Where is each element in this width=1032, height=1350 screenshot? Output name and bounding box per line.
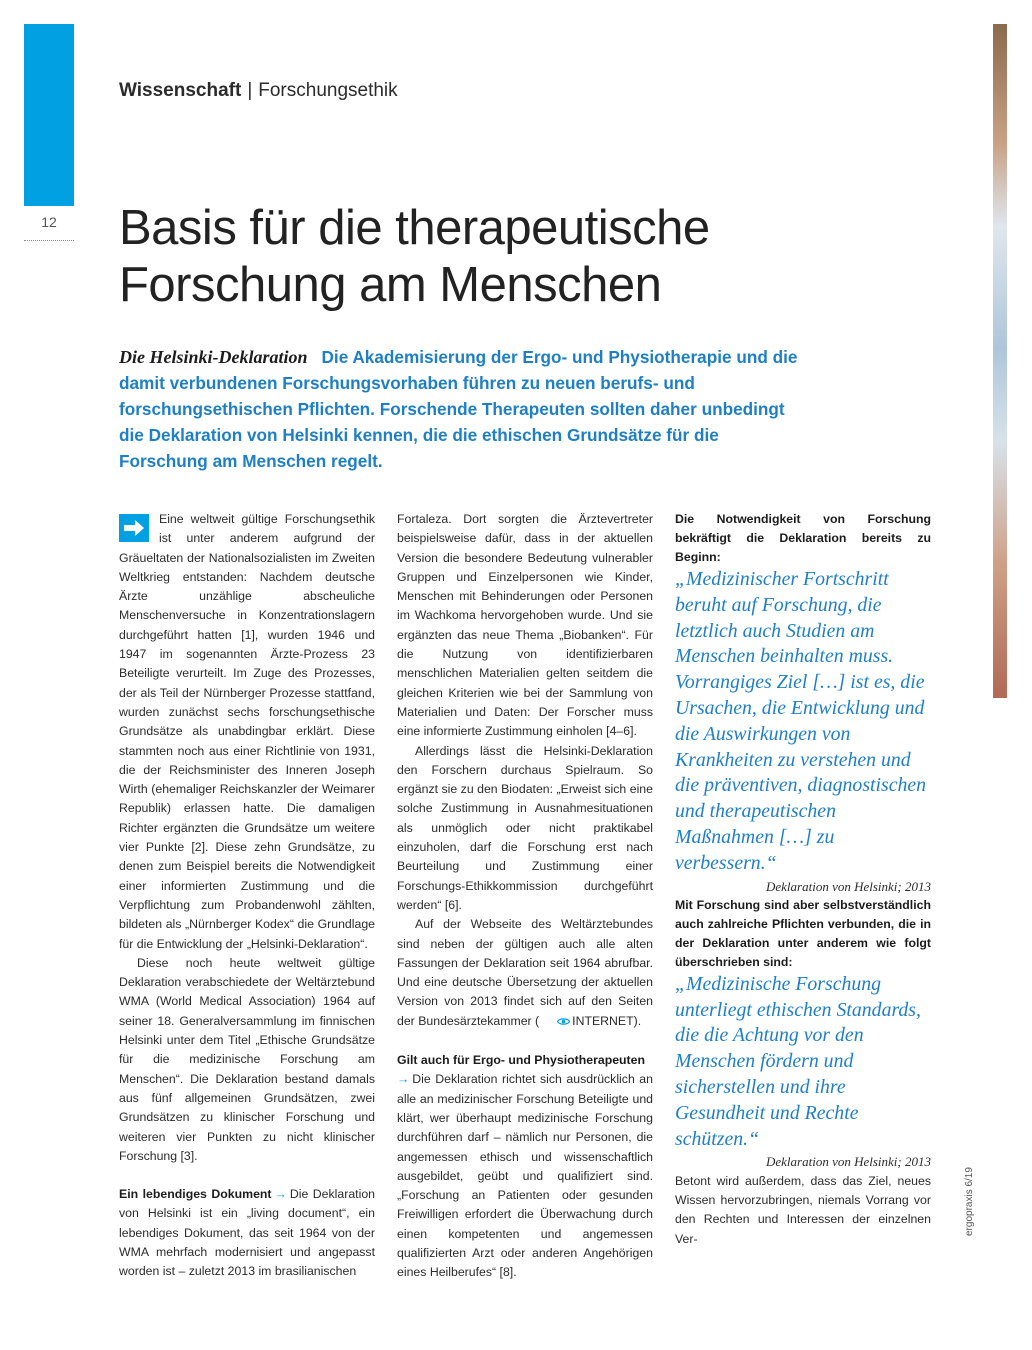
page-number-rule bbox=[24, 240, 74, 241]
quote-source-1: Deklaration von Helsinki; 2013 bbox=[766, 878, 931, 894]
col2-paragraph-4 bbox=[397, 1070, 653, 1282]
subhead-living-document: Ein lebendiges Dokument bbox=[119, 1187, 272, 1202]
col2-paragraph-3-text: Auf der Webseite des Weltärztebundes sind neben der gültigen auch alle alten Fassungen der Deklaration seit 1964 abrufbar. Und eine deutsche Übersetzung der aktuellen Version von 2013 findet sich auf den Seiten der Bundesärztekammer ( bbox=[397, 917, 653, 1028]
page-number: 12 bbox=[41, 214, 57, 230]
title-line-2: Forschung am Menschen bbox=[119, 258, 662, 312]
quote-intro-2: Mit Forschung sind aber selbstverständlich auch zahlreiche Pflichten verbunden, die in der Deklaration unter anderem wie folgt überschrieben sind: bbox=[675, 897, 931, 969]
col2-paragraph-1: Fortaleza. Dort sorgten die Ärztevertreter beispielsweise dafür, dass in der aktuellen Version die besondere Bedeutung vulnerabler Gruppen und Einzelpersonen wie Kinder, Menschen mit Behinderungen oder Personen im Wachkoma hervorgehoben wurde. Und sie ergänzten das neue Thema „Biobanken“. Für die Nutzung von identifizierbaren menschlichen Materialien gelten seitdem die gleichen Kriterien wie bei der Sammlung von Materialien und Daten: Der Forscher muss eine informierte Zustimmung einholen [4–6]. bbox=[397, 512, 653, 739]
journal-footer: ergopraxis 6/19 bbox=[964, 1167, 975, 1236]
arrow-right-icon bbox=[119, 514, 149, 542]
internet-link[interactable]: INTERNET bbox=[572, 1013, 634, 1028]
col2-paragraph-2: Allerdings lässt die Helsinki-Deklaration den Forschern durchaus Spielraum. So ergänzt sie zu den Biodaten: „Erweist sich eine solche Zustimmung in Ausnahmesituationen als unmöglich oder nicht praktikabel einzuholen, darf die Forschung erst nach Beurteilung und Zustimmung einer Forschungs-Ethikkommission durchgeführt werden“ [6]. bbox=[397, 743, 653, 912]
body-column-2 bbox=[397, 510, 653, 1283]
col2-paragraph-3 bbox=[397, 915, 653, 1032]
article-title bbox=[119, 200, 899, 314]
lead-text: Die Akademisierung der Ergo- und Physiotherapie und die damit verbundenen Forschungsvorhaben führen zu neuen berufs- und forschungsethischen Pflichten. Forschende Therapeuten sollten daher unbedingt die Deklaration von Helsinki kennen, die die ethischen Grundsätze für die Forschung am Menschen regelt. bbox=[119, 347, 798, 471]
col1-paragraph-1: Eine weltweit gültige Forschungsethik ist unter anderem aufgrund der Gräueltaten der Nationalsozialisten im Zweiten Weltkrieg entstanden: Nachdem deutsche Ärzte unzählige abscheuliche Menschenversuche in Konzentrationslagern durchgeführt hatten [1], wurden 1946 und 1947 im sogenannten Ärzte-Prozess 23 Beteiligte verurteilt. Im Zuge des Prozesses, der als Teil der Nürnberger Prozesse stattfand, wurden zunächst sechs forschungsethische Grundsätze als unabdingbar erklärt. Diese stammten noch aus einer Richtlinie von 1931, die der Reichsminister des Inneren Joseph Wirth (ehemaliger Reichskanzler der Weimarer Republik) erlassen hatte. Die damaligen Richter ergänzten die Grundsätze um weitere vier Punkte [2]. Diese zehn Grundsätze, zu denen zum Beispiel bereits die Notwendigkeit einer informierten Zustimmung und die Verpflichtung zum Probandenwohl zählten, bildeten als „Nürnberger Kodex“ die Grundlage für die Entwicklung der „Helsinki-Deklaration“. bbox=[119, 512, 375, 951]
lead-paragraph bbox=[119, 344, 809, 474]
col2-paragraph-4-text: Die Deklaration richtet sich ausdrücklich an alle an medizinischer Forschung Beteiligte und klärt, wer überhaupt medizinische Forschung durchführen darf – nämlich nur Personen, die angemessen ethisch und wissenschaftlich ausgebildet, geübt und qualifiziert sind. „Forschung an Patienten oder gesunden Freiwilligen erfordert die Überwachung durch einen kompetenten und angemessen qualifizierten Arzt oder anderen Angehörigen eines Heilberufes“ [8]. bbox=[397, 1072, 653, 1280]
quote-source-2: Deklaration von Helsinki; 2013 bbox=[766, 1154, 931, 1170]
col1-paragraph-3 bbox=[119, 1185, 375, 1281]
subhead-ergo-physio: Gilt auch für Ergo- und Physiotherapeuten bbox=[397, 1053, 646, 1068]
body-column-3 bbox=[675, 510, 931, 1249]
col2-paragraph-3-end: ). bbox=[633, 1013, 642, 1028]
title-line-1: Basis für die therapeutische bbox=[119, 201, 710, 255]
col1-paragraph-2: Diese noch heute weltweit gültige Deklaration verabschiedete der Weltärztebund WMA (World Medical Association) 1964 auf seiner 18. Generalversammlung im finnischen Helsinki unter dem Titel „Ethische Grundsätze für die medizinische Forschung am Menschen“. Die Deklaration bestand damals aus fünf allgemeinen Grundsätzen, zwei Grundsätzen zu klinischer Forschung und weiteren vier Punkten zu nicht klinischer Forschung [3]. bbox=[119, 955, 375, 1163]
side-photo-strip bbox=[993, 24, 1007, 698]
accent-bar bbox=[24, 24, 74, 206]
col1-paragraph-3-text: Die Deklaration von Helsinki ist ein „living document“, ein lebendiges Dokument, das seit 1964 von der WMA mehrfach modernisiert und angepasst worden ist – zuletzt 2013 im brasilianischen bbox=[119, 1187, 375, 1279]
lead-label: Die Helsinki-Deklaration bbox=[119, 347, 308, 367]
section-header bbox=[119, 80, 398, 102]
pull-quote-2: „Medizinische Forschung unterliegt ethischen Standards, die die Achtung vor den Menschen fördern und sicherstellen und ihre Gesundheit und Rechte schützen.“ bbox=[675, 972, 921, 1150]
body-column-1 bbox=[119, 510, 375, 1282]
inline-arrow-icon: → bbox=[397, 1072, 410, 1087]
section-name: Wissenschaft bbox=[119, 80, 242, 101]
subsection-name: Forschungsethik bbox=[258, 80, 398, 101]
inline-arrow-icon: → bbox=[274, 1187, 287, 1202]
pull-quote-1: „Medizinischer Fortschritt beruht auf Forschung, die letztlich auch Studien am Menschen beinhalten muss. Vorrangiges Ziel […] ist es, die Ursachen, die Entwicklung und die Auswirkungen von Krankheiten zu verstehen und die präventiven, diagnostischen und therapeutischen Maßnahmen […] zu verbessern.“ bbox=[675, 568, 927, 874]
quote-intro-1: Die Notwendigkeit von Forschung bekräftigt die Deklaration bereits zu Beginn: bbox=[675, 512, 931, 564]
eye-icon bbox=[539, 1013, 570, 1032]
header-separator: | bbox=[247, 80, 253, 101]
col3-paragraph-1: Betont wird außerdem, dass das Ziel, neues Wissen hervorzubringen, niemals Vorrang vor den Rechten und Interessen der einzelnen Ver- bbox=[675, 1173, 931, 1246]
